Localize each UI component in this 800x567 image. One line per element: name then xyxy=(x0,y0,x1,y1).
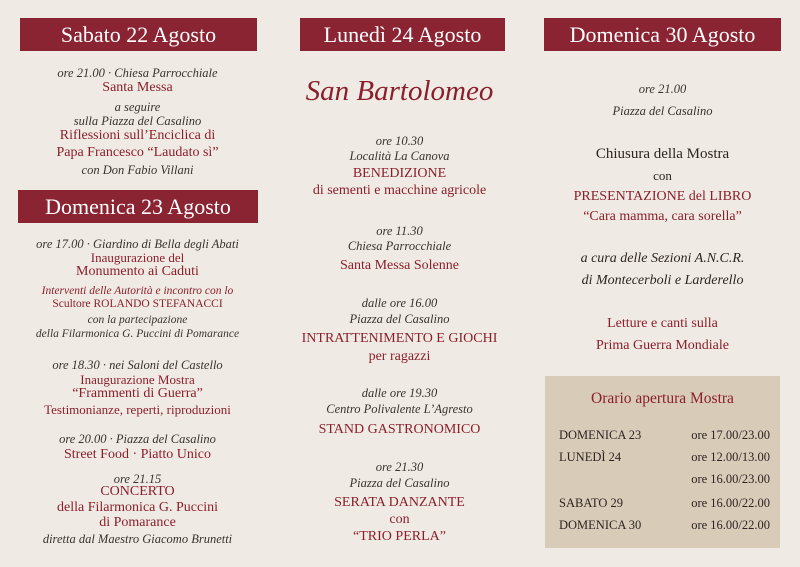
event-time: dalle ore 19.30 xyxy=(361,386,438,400)
event-title: Papa Francesco “Laudato sì” xyxy=(56,145,219,160)
event-time: ore 10.30 xyxy=(375,134,424,148)
event-title: Chiusura della Mostra xyxy=(595,146,730,162)
organizers: a cura delle Sezioni A.N.C.R. xyxy=(580,251,745,266)
event-conductor: diretta dal Maestro Giacomo Brunetti xyxy=(42,532,233,546)
column-monday xyxy=(282,0,517,567)
event-time: ore 11.30 xyxy=(376,224,423,238)
event-place: Piazza del Casalino xyxy=(612,104,713,118)
event-title: Street Food · Piatto Unico xyxy=(64,447,211,462)
event-title: Santa Messa xyxy=(102,80,173,95)
event-title: Letture e canti sulla xyxy=(607,316,718,331)
event-title: Monumento ai Caduti xyxy=(76,264,199,279)
event-time: ore 21.15 xyxy=(113,472,162,486)
event-title: Prima Guerra Mondiale xyxy=(596,338,729,353)
event-title: INTRATTENIMENTO E GIOCHI xyxy=(301,331,498,346)
event-title: BENEDIZIONE xyxy=(352,166,447,181)
book-title: “Cara mamma, cara sorella” xyxy=(583,209,742,224)
event-time: ore 17.00 · Giardino di Bella degli Abati xyxy=(36,237,239,251)
event-subtitle: Inaugurazione Mostra xyxy=(80,372,195,387)
event-band: “TRIO PERLA” xyxy=(353,529,446,544)
hours-day: SABATO 29 xyxy=(559,496,624,510)
hours-day: LUNEDÌ 24 xyxy=(559,450,622,464)
event-place: Piazza del Casalino xyxy=(349,312,450,326)
hours-time: ore 16.00/22.00 xyxy=(691,518,770,532)
banner-sabato-22: Sabato 22 Agosto xyxy=(20,18,257,51)
hours-row xyxy=(559,472,770,492)
event-title: CONCERTO xyxy=(100,484,175,499)
book-presentation: PRESENTAZIONE del LIBRO xyxy=(573,189,752,204)
organizers: di Montecerboli e Larderello xyxy=(581,273,744,288)
event-place: Piazza del Casalino xyxy=(349,476,450,490)
hours-title: Orario apertura Mostra xyxy=(591,390,734,407)
event-note: Interventi delle Autorità e incontro con lo xyxy=(41,285,234,297)
hours-row xyxy=(559,496,770,516)
event-artist: Scultore ROLANDO STEFANACCI xyxy=(52,298,223,310)
event-time: dalle ore 16.00 xyxy=(361,296,438,310)
event-desc: di sementi e macchine agricole xyxy=(312,183,487,198)
event-place: Località La Canova xyxy=(349,149,450,163)
event-place: Chiesa Parrocchiale xyxy=(347,239,452,253)
event-con: con xyxy=(653,168,672,183)
hours-time: ore 16.00/23.00 xyxy=(691,472,770,486)
exhibition-hours-box xyxy=(545,376,780,548)
column-saturday-sunday xyxy=(0,0,275,567)
event-desc: della Filarmonica G. Puccini xyxy=(57,500,218,515)
event-title: SERATA DANZANTE xyxy=(334,495,465,510)
event-place: sulla Piazza del Casalino xyxy=(73,114,202,128)
event-time: ore 20.00 · Piazza del Casalino xyxy=(59,432,216,446)
event-title: STAND GASTRONOMICO xyxy=(318,422,481,437)
hours-row xyxy=(559,428,770,448)
event-desc: di Pomarance xyxy=(99,515,176,530)
event-guest: con Don Fabio Villani xyxy=(81,163,194,177)
banner-lunedi-24: Lunedì 24 Agosto xyxy=(300,18,505,51)
event-note: della Filarmonica G. Puccini di Pomarance xyxy=(35,328,240,340)
event-time: ore 21.00 xyxy=(638,82,687,96)
event-title: Riflessioni sull’Enciclica di xyxy=(59,128,216,143)
event-note: con la partecipazione xyxy=(87,314,188,326)
hours-row xyxy=(559,518,770,538)
hours-time: ore 12.00/13.00 xyxy=(691,450,770,464)
hours-time: ore 16.00/22.00 xyxy=(691,496,770,510)
event-desc: Testimonianze, reperti, riproduzioni xyxy=(44,402,231,417)
event-time: ore 21.30 xyxy=(375,460,424,474)
banner-domenica-23: Domenica 23 Agosto xyxy=(18,190,258,223)
event-desc: per ragazzi xyxy=(368,349,431,364)
banner-domenica-30: Domenica 30 Agosto xyxy=(544,18,781,51)
event-time: ore 21.00 · Chiesa Parrocchiale xyxy=(57,66,218,80)
hours-day: DOMENICA 23 xyxy=(559,428,642,442)
event-title: Santa Messa Solenne xyxy=(340,258,459,273)
hours-row xyxy=(559,450,770,470)
event-desc: con xyxy=(389,512,410,527)
event-title: “Frammenti di Guerra” xyxy=(72,386,203,401)
event-note: a seguire xyxy=(114,100,161,114)
event-time: ore 18.30 · nei Saloni del Castello xyxy=(52,358,223,372)
hours-day: DOMENICA 30 xyxy=(559,518,642,532)
saint-title: San Bartolomeo xyxy=(305,75,494,107)
event-place: Centro Polivalente L’Agresto xyxy=(326,402,473,416)
hours-time: ore 17.00/23.00 xyxy=(691,428,770,442)
event-subtitle: Inaugurazione del xyxy=(90,250,185,265)
